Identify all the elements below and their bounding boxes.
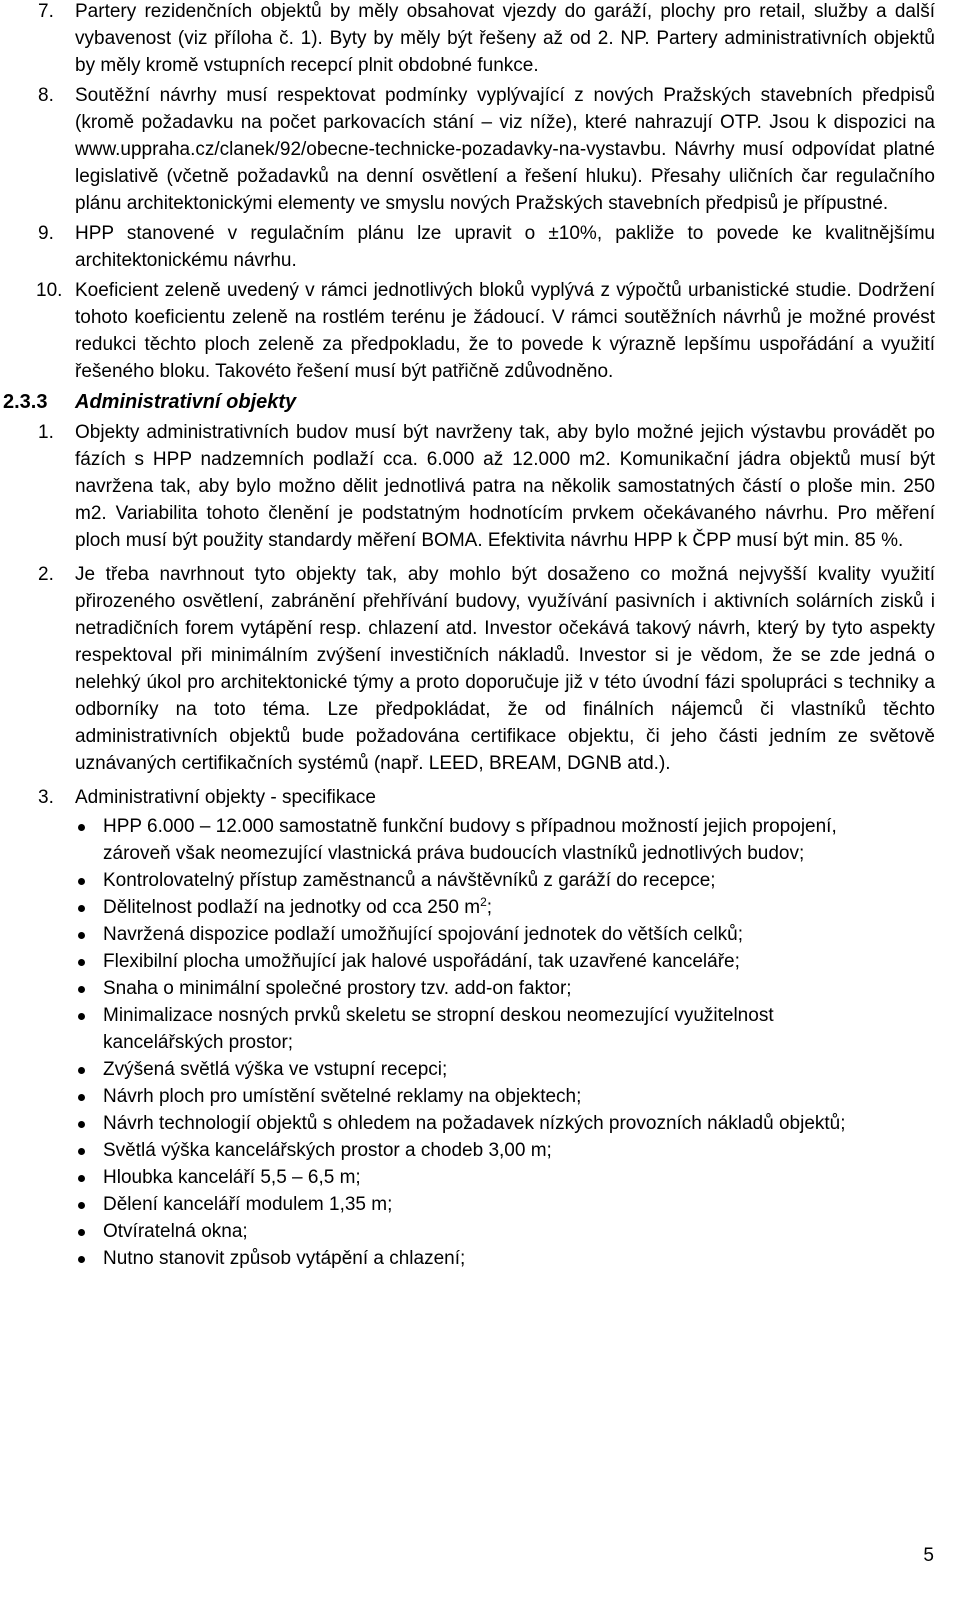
bullet-text: HPP 6.000 – 12.000 samostatně funkční budovy s případnou možností jejich propojení, zároveň však neomezující vlastnická práva budoucích vlastníků jednotlivých budov;: [103, 816, 837, 864]
item-text: Koeficient zeleně uvedený v rámci jednotlivých bloků vyplývá z výpočtů urbanistické studie. Dodržení tohoto koeficientu zeleně na rostlém terénu je žádoucí. V rámci soutěžních návrhů je možné provést redukci těchto ploch zeleně za předpokladu, že to povede k výrazně lepšímu uspořádání a využití řešeného bloku. Takovéto řešení musí být patřičně zdůvodněno.: [75, 280, 935, 382]
item-number: 3.: [38, 787, 54, 808]
bullet-icon: [78, 1013, 85, 1020]
item-number: 8.: [38, 85, 54, 106]
item-number: 10.: [36, 280, 63, 301]
bullet-text: Minimalizace nosných prvků skeletu se stropní deskou neomezující využitelnost kancelářských prostor;: [103, 1005, 774, 1053]
bullet-text: Světlá výška kancelářských prostor a chodeb 3,00 m;: [103, 1140, 552, 1161]
bullet-item: [0, 1245, 935, 1272]
item-text: Objekty administrativních budov musí být navrženy tak, aby bylo možné jejich výstavbu provádět po fázích s HPP nadzemních podlaží cca. 6.000 až 12.000 m2. Komunikační jádra objektů musí být navržena tak, aby bylo možno dělit jednotlivá patra na několik samostatných částí o ploše min. 250 m2. Variabilita tohoto členění je podstatným hodnotícím prvkem očekávaného návrhu. Pro měření ploch musí být použity standardy měření BOMA. Efektivita návrhu HPP k ČPP musí být min. 85 %.: [75, 422, 935, 551]
bullet-item: [0, 975, 935, 1002]
bullet-icon: [78, 959, 85, 966]
bullet-text: Kontrolovatelný přístup zaměstnanců a návštěvníků z garáží do recepce;: [103, 870, 716, 891]
bullet-item: [0, 894, 935, 921]
bullet-text-tail: ;: [486, 897, 493, 918]
bullet-text: Otvíratelná okna;: [103, 1221, 248, 1242]
bullet-text: Snaha o minimální společné prostory tzv. add-on faktor;: [103, 978, 572, 999]
item-text: HPP stanovené v regulačním plánu lze upravit o ±10%, pakliže to povede ke kvalitnějšímu architektonickému návrhu.: [75, 223, 935, 271]
item-text: Partery rezidenčních objektů by měly obsahovat vjezdy do garáží, plochy pro retail, služby a další vybavenost (viz příloha č. 1). Byty by měly být řešeny až od 2. NP. Partery administrativních objektů by měly kromě vstupních recepcí plnit obdobné funkce.: [75, 1, 935, 76]
bullet-item: [0, 813, 935, 867]
specification-bullets: [0, 813, 935, 1272]
bullet-text: Hloubka kanceláří 5,5 – 6,5 m;: [103, 1167, 361, 1188]
bullet-item: [0, 867, 935, 894]
item-number: 7.: [38, 1, 54, 22]
bullet-text: Návrh technologií objektů s ohledem na požadavek nízkých provozních nákladů objektů;: [103, 1113, 846, 1134]
list-item: [0, 0, 935, 79]
bullet-icon: [78, 1256, 85, 1263]
bullet-icon: [78, 878, 85, 885]
bullet-item: [0, 1137, 935, 1164]
section-heading: [0, 388, 935, 416]
bullet-icon: [78, 1229, 85, 1236]
bullet-icon: [78, 1175, 85, 1182]
list-item: [0, 82, 935, 217]
section-title: Administrativní objekty: [75, 391, 297, 413]
bullet-text: Návrh ploch pro umístění světelné reklamy na objektech;: [103, 1086, 582, 1107]
bullet-text: Dělení kanceláří modulem 1,35 m;: [103, 1194, 393, 1215]
bullet-text: Dělitelnost podlaží na jednotky od cca 250 m: [103, 897, 481, 918]
bullet-icon: [78, 986, 85, 993]
section-number: 2.3.3: [3, 391, 48, 413]
bullet-item: [0, 1083, 935, 1110]
bullet-item: [0, 1002, 935, 1056]
bullet-text: Nutno stanovit způsob vytápění a chlazení;: [103, 1248, 466, 1269]
bullet-item: [0, 1110, 935, 1137]
list-item: [0, 419, 935, 554]
bullet-item: [0, 1218, 935, 1245]
bullet-icon: [78, 1067, 85, 1074]
bullet-text: Zvýšená světlá výška ve vstupní recepci;: [103, 1059, 448, 1080]
bullet-item: [0, 1164, 935, 1191]
bullet-item: [0, 1191, 935, 1218]
item-number: 9.: [38, 223, 54, 244]
item-text: Soutěžní návrhy musí respektovat podmínky vyplývající z nových Pražských stavebních předpisů (kromě požadavku na počet parkovacích stání – viz níže), které nahrazují OTP. Jsou k dispozici na www.uppraha.cz/clanek/92/obecne-technicke-pozadavky-na-vystavbu. Návrhy musí odpovídat platné legislativě (včetně požadavků na denní osvětlení a řešení hluku). Přesahy uličních čar regulačního plánu architektonickými elementy ve smyslu nových Pražských stavebních předpisů je přípustné.: [75, 85, 935, 214]
bullet-item: [0, 921, 935, 948]
bullet-text: Navržená dispozice podlaží umožňující spojování jednotek do větších celků;: [103, 924, 744, 945]
bullet-text: Flexibilní plocha umožňující jak halové uspořádání, tak uzavřené kanceláře;: [103, 951, 740, 972]
list-item: [0, 277, 935, 385]
item-number: 1.: [38, 422, 54, 443]
item-text: Administrativní objekty - specifikace: [75, 787, 376, 808]
bullet-item: [0, 1056, 935, 1083]
bullet-icon: [78, 1094, 85, 1101]
item-text: Je třeba navrhnout tyto objekty tak, aby mohlo být dosaženo co možná nejvyšší kvality využití přirozeného osvětlení, zabránění přehřívání budovy, využívání pasivních i aktivních solárních zisků i netradičních forem vytápění resp. chlazení atd. Investor očekává takový návrh, který by tyto aspekty respektoval při minimálním zvýšení investičních nákladů. Investor si je vědom, že se zde jedná o nelehký úkol pro architektonické týmy a proto doporučuje již v této úvodní fázi spolupráci s techniky a odborníky na toto téma. Lze předpokládat, že od finálních nájemců či vlastníků těchto administrativních objektů bude požadována certifikace objektu, či jeho části jedním ze světově uznávaných certifikačních systémů (např. LEED, BREAM, DGNB atd.).: [75, 564, 935, 774]
bullet-icon: [78, 1148, 85, 1155]
bullet-icon: [78, 1202, 85, 1209]
item-number: 2.: [38, 564, 54, 585]
page-number: 5: [923, 1545, 934, 1566]
superscript: 2: [480, 895, 487, 909]
bullet-icon: [78, 824, 85, 831]
list-item: [0, 784, 935, 811]
bullet-item: [0, 948, 935, 975]
bullet-icon: [78, 905, 85, 912]
bullet-icon: [78, 1121, 85, 1128]
list-item: [0, 220, 935, 274]
list-item: [0, 561, 935, 777]
bullet-icon: [78, 932, 85, 939]
